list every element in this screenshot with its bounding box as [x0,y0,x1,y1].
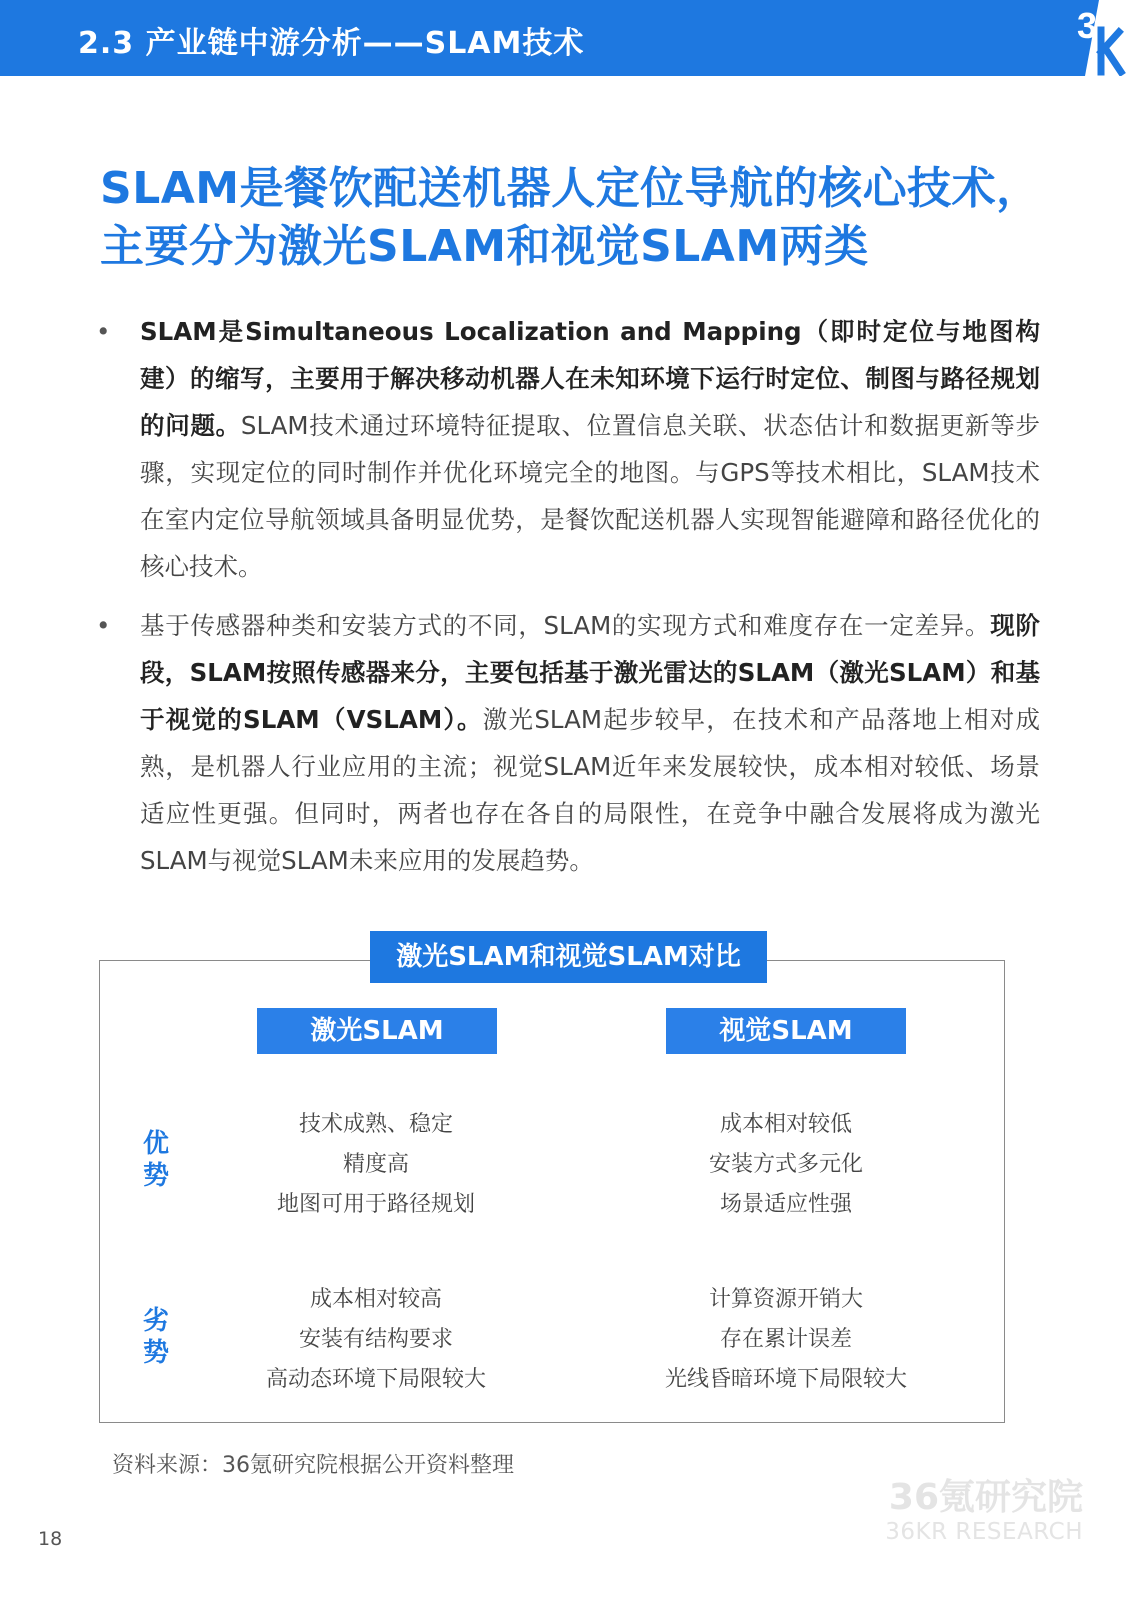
cell-line: 地图可用于路径规划 [276,1192,475,1217]
source-note: 资料来源：36氪研究院根据公开资料整理 [112,1453,514,1478]
cell-line: 技术成熟、稳定 [298,1112,453,1137]
cell-line: 安装方式多元化 [708,1152,863,1177]
column-header-visual-slam: 视觉SLAM [666,1008,906,1054]
cell-line: 存在累计误差 [719,1327,852,1352]
row-label-advantages [138,1128,174,1192]
column-header-laser-slam: 激光SLAM [257,1008,497,1054]
laser-disadvantages-cell [226,1280,526,1400]
main-heading [100,160,1060,276]
watermark [885,1478,1083,1546]
bullet-2-text-after: 激光SLAM起步较早，在技术和产品落地上相对成熟，是机器人行业应用的主流；视觉SLAM近年来发展较快，成本相对较低、场景适应性更强。但同时，两者也存在各自的局限性，在竞争中融合发展将成为激光SLAM与视觉SLAM未来应用的发展趋势。 [140,705,1040,875]
bullet-slam-definition [140,308,1040,590]
36kr-logo-icon [981,0,1131,76]
laser-advantages-cell [226,1105,526,1225]
cell-line: 安装有结构要求 [298,1327,453,1352]
cell-line: 场景适应性强 [719,1192,852,1217]
main-heading-line-1: SLAM是餐饮配送机器人定位导航的核心技术， [100,163,1041,214]
row-label-char: 优 [142,1129,169,1159]
cell-line: 光线昏暗环境下局限较大 [664,1367,907,1392]
cell-line: 成本相对较高 [309,1287,442,1312]
bullet-2-text-before: 基于传感器种类和安装方式的不同，SLAM的实现方式和难度存在一定差异。 [140,611,991,640]
watermark-cn: 36氪研究院 [888,1477,1083,1518]
row-label-char: 劣 [142,1306,169,1336]
row-label-char: 势 [142,1161,169,1191]
svg-text:36: 36 [1077,5,1118,46]
main-heading-line-2: 主要分为激光SLAM和视觉SLAM两类 [100,221,869,272]
page-number: 18 [38,1528,63,1550]
cell-line: 高动态环境下局限较大 [265,1367,486,1392]
bullet-slam-types [140,602,1040,884]
row-label-char: 势 [142,1338,169,1368]
cell-line: 精度高 [342,1152,409,1177]
cell-line: 成本相对较低 [719,1112,852,1137]
bullet-2-bold: 现阶段，SLAM按照传感器来分，主要包括基于激光雷达的SLAM（激光SLAM）和基于视觉的SLAM（VSLAM）。 [140,611,1040,734]
row-label-disadvantages [138,1305,174,1369]
comparison-title: 激光SLAM和视觉SLAM对比 [370,931,767,983]
bullet-1-text: SLAM技术通过环境特征提取、位置信息关联、状态估计和数据更新等步骤，实现定位的同时制作并优化环境完全的地图。与GPS等技术相比，SLAM技术在室内定位导航领域具备明显优势，是餐饮配送机器人实现智能避障和路径优化的核心技术。 [140,411,1040,581]
section-title: 2.3 产业链中游分析——SLAM技术 [78,26,585,61]
visual-disadvantages-cell [636,1280,936,1400]
cell-line: 计算资源开销大 [708,1287,863,1312]
watermark-en: 36KR RESEARCH [885,1519,1083,1545]
visual-advantages-cell [636,1105,936,1225]
bullet-1-bold: SLAM是Simultaneous Localization and Mapping（即时定位与地图构建）的缩写，主要用于解决移动机器人在未知环境下运行时定位、制图与路径规划的问题。 [140,317,1040,440]
